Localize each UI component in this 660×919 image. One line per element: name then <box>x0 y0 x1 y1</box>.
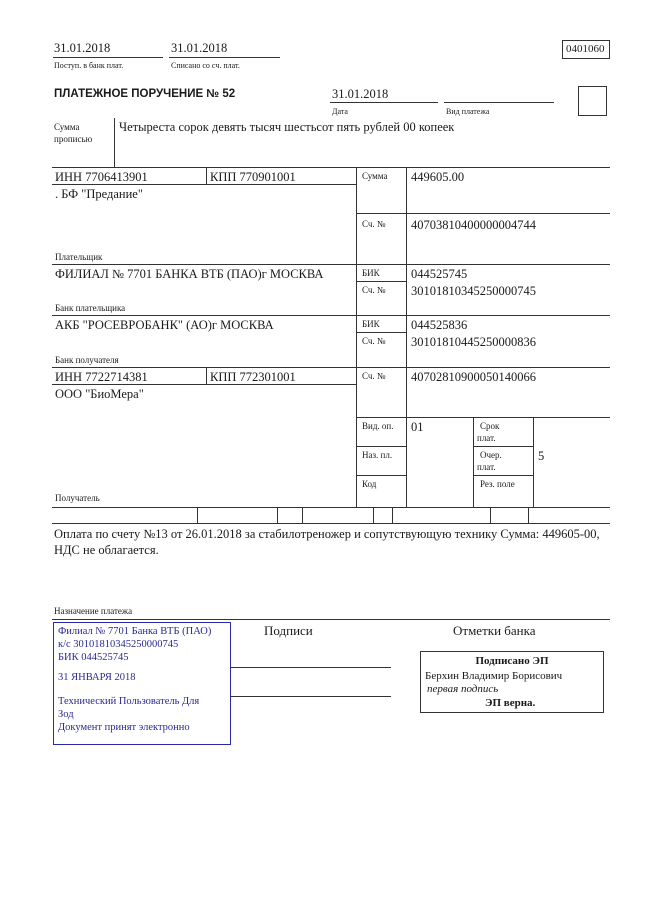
grid-line <box>206 167 207 184</box>
order-date-underline <box>330 102 438 103</box>
payer-bank-bik-label: БИК <box>362 268 380 278</box>
tax-field-divider <box>528 507 529 523</box>
payer-bank-name: ФИЛИАЛ № 7701 БАНКА ВТБ (ПАО)г МОСКВА <box>55 267 324 281</box>
payee-bank-account-value: 30101810445250000836 <box>411 335 536 349</box>
stamp-line-4: 31 ЯНВАРЯ 2018 <box>58 672 136 683</box>
signatures-label: Подписи <box>264 623 313 638</box>
order-date: 31.01.2018 <box>332 87 389 101</box>
payee-inn: ИНН 7722714381 <box>55 370 148 384</box>
purpose-code-label: Наз. пл. <box>362 450 393 460</box>
payee-account-label: Сч. № <box>362 371 386 381</box>
grid-line <box>473 475 533 476</box>
grid-line <box>52 167 610 168</box>
term-label-1: Срок <box>480 421 500 431</box>
amount-words-label-2: прописью <box>54 134 93 144</box>
payer-bank-bik-value: 044525745 <box>411 267 468 281</box>
bank-marks-label: Отметки банка <box>453 623 536 638</box>
term-label-2: плат. <box>477 433 496 443</box>
tax-field-divider <box>302 507 303 523</box>
payer-bank-account-value: 30101810345250000745 <box>411 284 536 298</box>
tax-field-divider <box>197 507 198 523</box>
purpose-label: Назначение платежа <box>54 606 133 616</box>
stamp-line-5: Технический Пользователь Для <box>58 696 200 707</box>
op-type-label: Вид. оп. <box>362 421 394 431</box>
grid-line <box>406 167 407 507</box>
amount-words-divider <box>114 118 115 167</box>
grid-line <box>533 417 534 507</box>
stamp-line-7: Документ принят электронно <box>58 722 190 733</box>
form-code-box: 0401060 <box>562 40 610 59</box>
stamp-line-3: БИК 044525745 <box>58 652 129 663</box>
reserve-label: Рез. поле <box>480 479 515 489</box>
code-label: Код <box>362 479 377 489</box>
grid-line <box>52 184 356 185</box>
e-signature-box <box>420 651 604 713</box>
grid-line <box>52 384 356 385</box>
grid-line <box>356 417 610 418</box>
page-title: ПЛАТЕЖНОЕ ПОРУЧЕНИЕ № 52 <box>54 88 236 100</box>
priority-label-2: плат. <box>477 462 496 472</box>
amount-words-value: Четыреста сорок девять тысяч шестьсот пять рублей 00 копеек <box>119 120 455 134</box>
bank-stamp <box>53 622 231 745</box>
date-received-underline <box>53 57 163 58</box>
payee-kpp: КПП 772301001 <box>210 370 296 384</box>
grid-line <box>473 446 533 447</box>
priority-value: 5 <box>538 449 545 463</box>
date-received-label: Поступ. в банк плат. <box>54 61 124 70</box>
grid-line <box>473 417 474 507</box>
payer-account-label: Сч. № <box>362 219 386 229</box>
stamp-line-2: к/с 30101810345250000745 <box>58 639 179 650</box>
payee-name: ООО "БиоМера" <box>55 387 144 401</box>
signature-line-1 <box>231 667 391 668</box>
grid-line <box>356 167 357 507</box>
purpose-line-2: НДС не облагается. <box>54 543 159 557</box>
priority-label-1: Очер. <box>480 450 502 460</box>
grid-line <box>356 332 406 333</box>
payee-bank-label: Банк получателя <box>55 355 119 365</box>
date-debited-underline <box>169 57 280 58</box>
grid-line <box>356 281 406 282</box>
signature-line-2 <box>231 696 391 697</box>
payee-bank-bik-label: БИК <box>362 319 380 329</box>
payee-bank-name: АКБ "РОСЕВРОБАНК" (АО)г МОСКВА <box>55 318 274 332</box>
tax-field-divider <box>373 507 374 523</box>
payer-kpp: КПП 770901001 <box>210 170 296 184</box>
stamp-line-1: Филиал № 7701 Банка ВТБ (ПАО) <box>58 626 212 637</box>
amount-words-label-1: Сумма <box>54 122 80 132</box>
payee-bank-bik-value: 044525836 <box>411 318 468 332</box>
purpose-line-1: Оплата по счету №13 от 26.01.2018 за стабилотреножер и сопутствующую технику Сумма: 449605-00, <box>54 527 600 541</box>
grid-line <box>52 523 610 524</box>
tax-field-divider <box>392 507 393 523</box>
date-debited-label: Списано со сч. плат. <box>171 61 240 70</box>
e-signature-title: Подписано ЭП <box>475 655 549 667</box>
payment-type-underline <box>444 102 554 103</box>
payer-label: Плательщик <box>55 252 103 262</box>
grid-line <box>52 315 610 316</box>
grid-line <box>52 367 610 368</box>
grid-line <box>356 475 406 476</box>
tax-field-divider <box>490 507 491 523</box>
stamp-line-6: Зод <box>58 709 74 720</box>
payer-account-value: 40703810400000004744 <box>411 218 536 232</box>
grid-line <box>356 446 406 447</box>
sum-value: 449605.00 <box>411 170 465 184</box>
grid-line <box>52 507 610 508</box>
order-date-label: Дата <box>332 107 348 116</box>
grid-line <box>52 264 610 265</box>
date-debited: 31.01.2018 <box>171 41 228 55</box>
grid-line <box>206 367 207 384</box>
payee-account-value: 40702810900050140066 <box>411 370 536 384</box>
purpose-divider <box>52 619 610 620</box>
grid-line <box>356 213 610 214</box>
op-type-value: 01 <box>411 420 424 434</box>
payer-inn: ИНН 7706413901 <box>55 170 148 184</box>
payment-type-label: Вид платежа <box>446 107 490 116</box>
payer-name: . БФ "Предание" <box>55 187 143 201</box>
e-signature-status: ЭП верна. <box>485 697 536 709</box>
payee-label: Получатель <box>55 493 100 503</box>
payer-bank-label: Банк плательщика <box>55 303 126 313</box>
sum-label: Сумма <box>362 171 388 181</box>
date-received: 31.01.2018 <box>54 41 111 55</box>
payer-bank-account-label: Сч. № <box>362 285 386 295</box>
payee-bank-account-label: Сч. № <box>362 336 386 346</box>
e-signature-role: первая подпись <box>427 683 499 695</box>
status-box <box>578 86 607 116</box>
e-signature-signer: Берхин Владимир Борисович <box>425 670 563 682</box>
tax-field-divider <box>277 507 278 523</box>
